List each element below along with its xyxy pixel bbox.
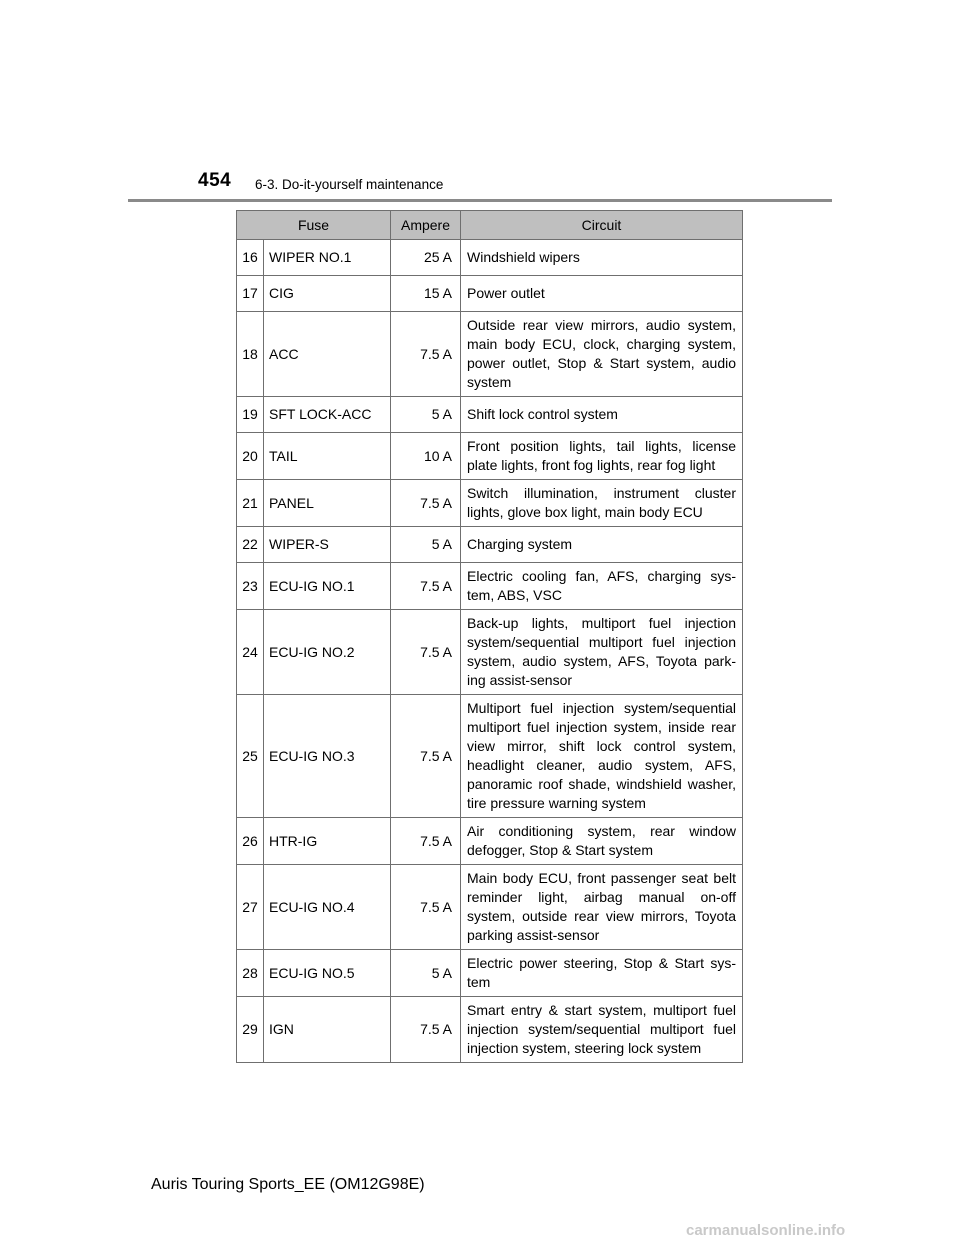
footer-model: Auris Touring Sports_EE (OM12G98E)	[151, 1176, 425, 1193]
fuse-number: 17	[237, 276, 264, 312]
table-header-row	[237, 211, 743, 240]
fuse-number: 19	[237, 397, 264, 433]
header-rule	[128, 199, 832, 202]
fuse-ampere: 7.5 A	[391, 997, 461, 1063]
column-header-fuse: Fuse	[237, 211, 391, 240]
fuse-table	[236, 210, 743, 1063]
fuse-name: PANEL	[264, 480, 391, 527]
fuse-name: ECU-IG NO.1	[264, 563, 391, 610]
fuse-name: TAIL	[264, 433, 391, 480]
fuse-name: CIG	[264, 276, 391, 312]
fuse-ampere: 7.5 A	[391, 312, 461, 397]
fuse-ampere: 7.5 A	[391, 695, 461, 818]
section-title: 6-3. Do-it-yourself maintenance	[255, 177, 444, 192]
table-row	[237, 865, 743, 950]
fuse-number: 18	[237, 312, 264, 397]
table-row	[237, 527, 743, 563]
fuse-ampere: 5 A	[391, 397, 461, 433]
fuse-number: 24	[237, 610, 264, 695]
fuse-number: 25	[237, 695, 264, 818]
watermark: carmanualsonline.info	[686, 1222, 846, 1239]
page-number: 454	[198, 170, 232, 191]
table-row	[237, 997, 743, 1063]
fuse-ampere: 5 A	[391, 950, 461, 997]
table-row	[237, 433, 743, 480]
fuse-name: WIPER-S	[264, 527, 391, 563]
fuse-number: 23	[237, 563, 264, 610]
column-header-ampere: Ampere	[391, 211, 461, 240]
fuse-name: SFT LOCK-ACC	[264, 397, 391, 433]
fuse-number: 20	[237, 433, 264, 480]
fuse-circuit: Main body ECU, front passenger seat belt reminder light, airbag manual on-off system, outside rear view mirrors, Toyota parking assist-sensor	[461, 865, 743, 950]
fuse-circuit: Power outlet	[461, 276, 743, 312]
fuse-name: ECU-IG NO.3	[264, 695, 391, 818]
fuse-name: IGN	[264, 997, 391, 1063]
fuse-ampere: 7.5 A	[391, 818, 461, 865]
fuse-ampere: 7.5 A	[391, 865, 461, 950]
fuse-number: 16	[237, 240, 264, 276]
fuse-name: ECU-IG NO.2	[264, 610, 391, 695]
fuse-number: 22	[237, 527, 264, 563]
fuse-name: ACC	[264, 312, 391, 397]
table-row	[237, 312, 743, 397]
fuse-ampere: 25 A	[391, 240, 461, 276]
table-row	[237, 397, 743, 433]
table-row	[237, 240, 743, 276]
fuse-name: HTR-IG	[264, 818, 391, 865]
fuse-ampere: 7.5 A	[391, 480, 461, 527]
fuse-number: 28	[237, 950, 264, 997]
fuse-circuit: Electric power steering, Stop & Start sys-tem	[461, 950, 743, 997]
fuse-circuit: Multiport fuel injection system/sequential multiport fuel injection system, inside rear view mirror, shift lock control system, headlight cleaner, audio system, AFS, panoramic roof shade, windshield washer, tire pressure warning system	[461, 695, 743, 818]
fuse-circuit: Smart entry & start system, multiport fuel injection system/sequential multiport fuel injection system, steering lock system	[461, 997, 743, 1063]
fuse-ampere: 15 A	[391, 276, 461, 312]
table-row	[237, 563, 743, 610]
fuse-circuit: Electric cooling fan, AFS, charging sys-tem, ABS, VSC	[461, 563, 743, 610]
fuse-ampere: 10 A	[391, 433, 461, 480]
fuse-name: WIPER NO.1	[264, 240, 391, 276]
table-row	[237, 818, 743, 865]
fuse-name: ECU-IG NO.4	[264, 865, 391, 950]
table-row	[237, 695, 743, 818]
fuse-circuit: Back-up lights, multiport fuel injection system/sequential multiport fuel injection system, audio system, AFS, Toyota park-ing assist-sensor	[461, 610, 743, 695]
table-row	[237, 480, 743, 527]
fuse-circuit: Switch illumination, instrument cluster lights, glove box light, main body ECU	[461, 480, 743, 527]
fuse-number: 26	[237, 818, 264, 865]
fuse-circuit: Outside rear view mirrors, audio system, main body ECU, clock, charging system, power outlet, Stop & Start system, audio system	[461, 312, 743, 397]
fuse-circuit: Shift lock control system	[461, 397, 743, 433]
fuse-table-body	[237, 240, 743, 1063]
fuse-circuit: Front position lights, tail lights, license plate lights, front fog lights, rear fog light	[461, 433, 743, 480]
table-row	[237, 950, 743, 997]
table-row	[237, 610, 743, 695]
fuse-number: 21	[237, 480, 264, 527]
column-header-circuit: Circuit	[461, 211, 743, 240]
table-row	[237, 276, 743, 312]
fuse-circuit: Charging system	[461, 527, 743, 563]
fuse-circuit: Windshield wipers	[461, 240, 743, 276]
fuse-name: ECU-IG NO.5	[264, 950, 391, 997]
fuse-number: 27	[237, 865, 264, 950]
fuse-ampere: 7.5 A	[391, 610, 461, 695]
fuse-ampere: 5 A	[391, 527, 461, 563]
fuse-number: 29	[237, 997, 264, 1063]
fuse-ampere: 7.5 A	[391, 563, 461, 610]
fuse-circuit: Air conditioning system, rear window defogger, Stop & Start system	[461, 818, 743, 865]
